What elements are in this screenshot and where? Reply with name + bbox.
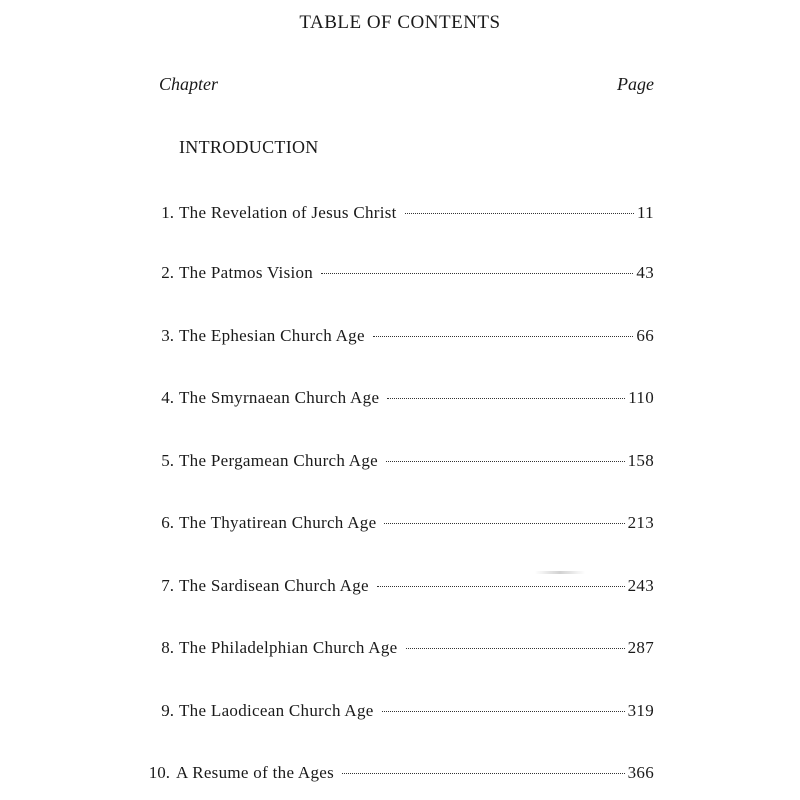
entry-title: The Pergamean Church Age bbox=[179, 451, 379, 470]
entry-number: 3. bbox=[161, 326, 174, 345]
page-title: TABLE OF CONTENTS bbox=[299, 12, 501, 33]
dot-leader bbox=[321, 273, 633, 274]
page-column-header: Page bbox=[617, 74, 654, 94]
entry-page: 158 bbox=[627, 451, 654, 470]
entry-number: 7. bbox=[161, 576, 174, 595]
toc-entry bbox=[0, 449, 800, 473]
entry-page: 366 bbox=[627, 763, 654, 782]
dot-leader bbox=[406, 648, 625, 649]
toc-entry bbox=[0, 324, 800, 348]
entry-title: The Ephesian Church Age bbox=[179, 326, 365, 345]
dot-leader bbox=[342, 773, 625, 774]
dot-leader bbox=[377, 586, 625, 587]
entry-page: 287 bbox=[627, 638, 654, 657]
dot-leader bbox=[384, 523, 624, 524]
entry-page: 11 bbox=[637, 203, 654, 222]
entry-title: The Laodicean Church Age bbox=[179, 701, 374, 720]
entry-number: 8. bbox=[161, 638, 174, 657]
entry-page: 319 bbox=[627, 701, 654, 720]
entry-number: 9. bbox=[161, 701, 174, 720]
entry-title: The Sardisean Church Age bbox=[179, 576, 369, 595]
dot-leader bbox=[373, 336, 634, 337]
toc-entry bbox=[0, 511, 800, 535]
dot-leader bbox=[386, 461, 625, 462]
entry-number: 4. bbox=[161, 388, 174, 407]
entry-page: 43 bbox=[636, 263, 654, 282]
entry-title: The Revelation of Jesus Christ bbox=[179, 203, 397, 222]
chapter-column-header: Chapter bbox=[159, 74, 219, 94]
toc-entry bbox=[0, 201, 800, 225]
toc-entry bbox=[0, 699, 800, 723]
entry-title: The Patmos Vision bbox=[179, 263, 314, 282]
paper-smudge bbox=[535, 571, 585, 574]
entry-title: The Smyrnaean Church Age bbox=[179, 388, 380, 407]
dot-leader bbox=[405, 213, 634, 214]
entry-page: 66 bbox=[636, 326, 654, 345]
dot-leader bbox=[382, 711, 625, 712]
entry-number: 5. bbox=[161, 451, 174, 470]
entry-page: 110 bbox=[628, 388, 654, 407]
toc-entry bbox=[0, 386, 800, 410]
entry-title: The Thyatirean Church Age bbox=[179, 513, 377, 532]
toc-entry bbox=[0, 261, 800, 285]
entry-title: The Philadelphian Church Age bbox=[179, 638, 398, 657]
entry-number: 6. bbox=[161, 513, 174, 532]
entry-page: 213 bbox=[627, 513, 654, 532]
introduction-heading: INTRODUCTION bbox=[179, 137, 319, 157]
entry-number: 10. bbox=[148, 763, 170, 782]
toc-entry bbox=[0, 636, 800, 660]
entry-number: 1. bbox=[161, 203, 174, 222]
entry-number: 2. bbox=[161, 263, 174, 282]
entry-title: A Resume of the Ages bbox=[176, 763, 335, 782]
toc-entry bbox=[0, 574, 800, 598]
toc-entry bbox=[0, 761, 800, 785]
entry-page: 243 bbox=[627, 576, 654, 595]
dot-leader bbox=[387, 398, 625, 399]
